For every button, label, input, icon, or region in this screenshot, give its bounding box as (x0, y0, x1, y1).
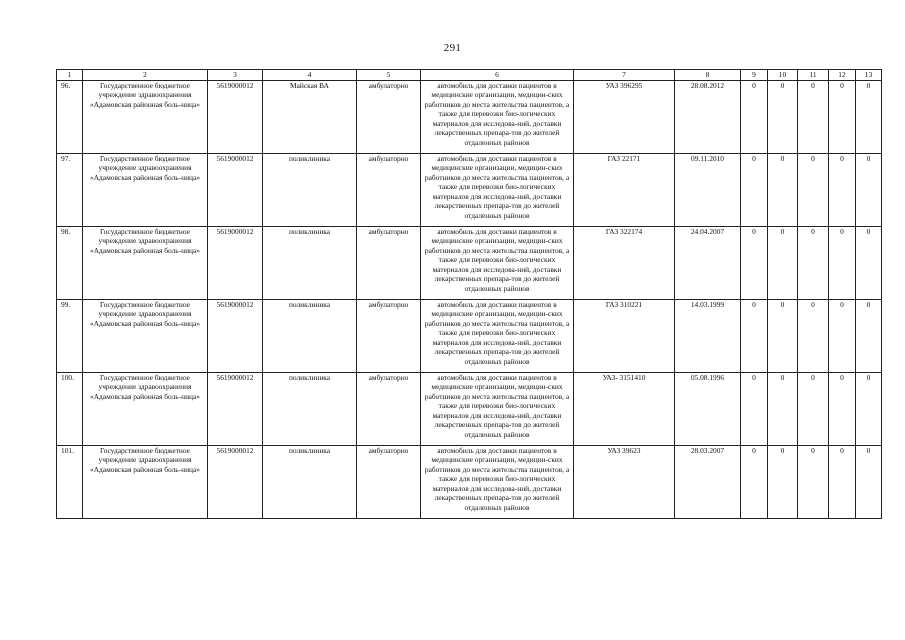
cell-count-12: 0 (829, 300, 856, 373)
cell-issue-date: 28.08.2012 (675, 81, 741, 154)
cell-count-10: 0 (768, 154, 798, 227)
column-number-7: 7 (574, 70, 675, 81)
cell-count-10: 0 (768, 300, 798, 373)
cell-organization: Государственное бюджетное учреждение здравоохранения «Адамовская районная боль-ница» (83, 154, 208, 227)
cell-vehicle-model: ГАЗ 322174 (574, 227, 675, 300)
cell-inn: 5619000012 (208, 81, 263, 154)
cell-count-9: 0 (741, 227, 768, 300)
cell-vehicle-model: ГАЗ 22171 (574, 154, 675, 227)
cell-purpose: автомобиль для доставки пациентов в медицинские организации, медицин-ских работников до места жительства пациентов, а также для перевозки био-логических материалов для исследова-ний, доставки лекарственных препара-тов до жителей отдаленных районов (421, 227, 574, 300)
cell-count-11: 0 (798, 81, 829, 154)
table-row (57, 446, 882, 519)
table-row (57, 154, 882, 227)
cell-vehicle-model: УАЗ 39623 (574, 446, 675, 519)
cell-organization: Государственное бюджетное учреждение здравоохранения «Адамовская районная боль-ница» (83, 81, 208, 154)
cell-subdivision: поликлиника (263, 446, 357, 519)
cell-inn: 5619000012 (208, 300, 263, 373)
cell-subdivision: поликлиника (263, 154, 357, 227)
column-number-8: 8 (675, 70, 741, 81)
cell-count-11: 0 (798, 227, 829, 300)
column-number-11: 11 (798, 70, 829, 81)
cell-inn: 5619000012 (208, 154, 263, 227)
cell-count-9: 0 (741, 300, 768, 373)
column-number-5: 5 (357, 70, 421, 81)
table-row (57, 300, 882, 373)
cell-purpose: автомобиль для доставки пациентов в медицинские организации, медицин-ских работников до места жительства пациентов, а также для перевозки био-логических материалов для исследова-ний, доставки лекарственных препара-тов до жителей отдаленных районов (421, 81, 574, 154)
cell-count-13: 0 (856, 81, 882, 154)
cell-purpose: автомобиль для доставки пациентов в медицинские организации, медицин-ских работников до места жительства пациентов, а также для перевозки био-логических материалов для исследова-ний, доставки лекарственных препара-тов до жителей отдаленных районов (421, 373, 574, 446)
cell-count-10: 0 (768, 227, 798, 300)
cell-care-type: амбулаторно (357, 227, 421, 300)
cell-organization: Государственное бюджетное учреждение здравоохранения «Адамовская районная боль-ница» (83, 300, 208, 373)
cell-count-12: 0 (829, 446, 856, 519)
cell-inn: 5619000012 (208, 446, 263, 519)
cell-count-11: 0 (798, 373, 829, 446)
cell-inn: 5619000012 (208, 227, 263, 300)
cell-row-number: 96. (57, 81, 83, 154)
cell-count-12: 0 (829, 81, 856, 154)
cell-row-number: 100. (57, 373, 83, 446)
cell-purpose: автомобиль для доставки пациентов в медицинские организации, медицин-ских работников до места жительства пациентов, а также для перевозки био-логических материалов для исследова-ний, доставки лекарственных препара-тов до жителей отдаленных районов (421, 154, 574, 227)
cell-count-13: 0 (856, 227, 882, 300)
cell-count-13: 0 (856, 300, 882, 373)
cell-vehicle-model: ГАЗ 310221 (574, 300, 675, 373)
cell-count-9: 0 (741, 373, 768, 446)
cell-row-number: 99. (57, 300, 83, 373)
cell-count-13: 0 (856, 373, 882, 446)
table-row (57, 227, 882, 300)
cell-care-type: амбулаторно (357, 446, 421, 519)
column-number-12: 12 (829, 70, 856, 81)
cell-row-number: 101. (57, 446, 83, 519)
cell-count-11: 0 (798, 154, 829, 227)
vehicle-registry-table (56, 69, 882, 519)
column-number-3: 3 (208, 70, 263, 81)
cell-care-type: амбулаторно (357, 154, 421, 227)
cell-purpose: автомобиль для доставки пациентов в медицинские организации, медицин-ских работников до места жительства пациентов, а также для перевозки био-логических материалов для исследова-ний, доставки лекарственных препара-тов до жителей отдаленных районов (421, 300, 574, 373)
cell-count-10: 0 (768, 446, 798, 519)
cell-vehicle-model: УАЗ- 3151410 (574, 373, 675, 446)
cell-count-9: 0 (741, 154, 768, 227)
column-number-row (57, 70, 882, 81)
cell-subdivision: поликлиника (263, 373, 357, 446)
cell-care-type: амбулаторно (357, 373, 421, 446)
column-number-9: 9 (741, 70, 768, 81)
cell-care-type: амбулаторно (357, 300, 421, 373)
cell-care-type: амбулаторно (357, 81, 421, 154)
cell-count-13: 0 (856, 154, 882, 227)
cell-subdivision: Майская ВА (263, 81, 357, 154)
cell-count-10: 0 (768, 81, 798, 154)
cell-count-13: 0 (856, 446, 882, 519)
cell-count-11: 0 (798, 446, 829, 519)
cell-issue-date: 24.04.2007 (675, 227, 741, 300)
column-number-10: 10 (768, 70, 798, 81)
page-number: 291 (443, 42, 462, 54)
cell-issue-date: 28.03.2007 (675, 446, 741, 519)
column-number-13: 13 (856, 70, 882, 81)
cell-count-12: 0 (829, 227, 856, 300)
cell-inn: 5619000012 (208, 373, 263, 446)
cell-count-9: 0 (741, 446, 768, 519)
cell-issue-date: 09.11.2010 (675, 154, 741, 227)
cell-count-12: 0 (829, 154, 856, 227)
column-number-4: 4 (263, 70, 357, 81)
cell-issue-date: 05.08.1996 (675, 373, 741, 446)
cell-organization: Государственное бюджетное учреждение здравоохранения «Адамовская районная боль-ница» (83, 373, 208, 446)
column-number-1: 1 (57, 70, 83, 81)
table-row (57, 81, 882, 154)
cell-organization: Государственное бюджетное учреждение здравоохранения «Адамовская районная боль-ница» (83, 227, 208, 300)
cell-count-12: 0 (829, 373, 856, 446)
cell-subdivision: поликлиника (263, 227, 357, 300)
table-row (57, 373, 882, 446)
cell-organization: Государственное бюджетное учреждение здравоохранения «Адамовская районная боль-ница» (83, 446, 208, 519)
table-body (57, 70, 882, 519)
cell-row-number: 98. (57, 227, 83, 300)
cell-count-11: 0 (798, 300, 829, 373)
cell-vehicle-model: УАЗ 396295 (574, 81, 675, 154)
cell-subdivision: поликлиника (263, 300, 357, 373)
column-number-6: 6 (421, 70, 574, 81)
cell-purpose: автомобиль для доставки пациентов в медицинские организации, медицин-ских работников до места жительства пациентов, а также для перевозки био-логических материалов для исследова-ний, доставки лекарственных препара-тов до жителей отдаленных районов (421, 446, 574, 519)
cell-count-9: 0 (741, 81, 768, 154)
cell-count-10: 0 (768, 373, 798, 446)
cell-issue-date: 14.03.1999 (675, 300, 741, 373)
column-number-2: 2 (83, 70, 208, 81)
cell-row-number: 97. (57, 154, 83, 227)
